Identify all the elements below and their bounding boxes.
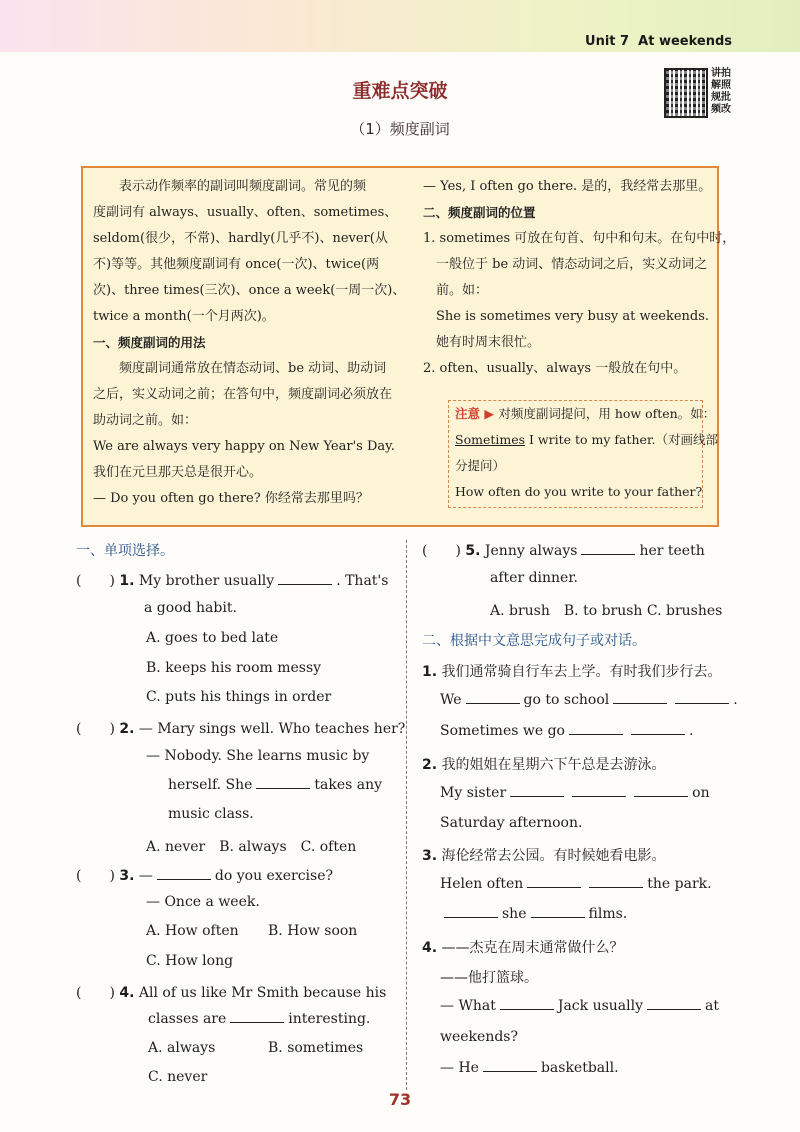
option: B. keeps his room messy (146, 660, 322, 676)
blank[interactable] (569, 723, 623, 735)
blank[interactable] (278, 573, 332, 585)
blank[interactable] (510, 785, 564, 797)
option: C. puts his things in order (146, 689, 332, 705)
blank[interactable] (466, 692, 520, 704)
grammar-box (81, 166, 736, 527)
column-divider (406, 540, 407, 1090)
unit-number: Unit 7 (585, 34, 630, 49)
blank[interactable] (634, 785, 688, 797)
q5-stem: ( ) 5. Jenny always her teeth (422, 543, 705, 559)
subheading-usage: 一、频度副词的用法 (93, 335, 206, 350)
arrow-icon: ▶ (480, 406, 499, 421)
option: C. never (148, 1069, 208, 1085)
qr-label: 讲拍 解照 规批 频改 (711, 68, 731, 115)
option: B. How soon (268, 923, 358, 939)
blank[interactable] (527, 876, 581, 888)
blank[interactable] (500, 998, 554, 1010)
blank[interactable] (483, 1060, 537, 1072)
page-number: 73 (388, 1090, 412, 1109)
answer-bracket[interactable]: ( ) (422, 543, 461, 559)
blank[interactable] (444, 906, 498, 918)
underlined-word: Sometimes (455, 432, 526, 447)
unit-header (585, 34, 732, 49)
answer-bracket[interactable]: ( ) (76, 721, 115, 737)
answer-bracket[interactable]: ( ) (76, 573, 115, 589)
option: C. How long (146, 953, 234, 969)
unit-title: At weekends (638, 34, 732, 49)
note-tag: 注意 (455, 406, 481, 421)
option: A. brush B. to brush C. brushes (490, 603, 723, 619)
note-box: 注意 ▶ 对频度副词提问，用 how often。如： Sometimes I write to my father.（对画线部 分提问） How often do you write to your father? (448, 400, 703, 508)
section-title: 重难点突破 (352, 80, 448, 102)
exercise1-heading: 一、单项选择。 (76, 543, 174, 559)
answer-bracket[interactable]: ( ) (76, 985, 115, 1001)
section-subtitle: （1）频度副词 (350, 120, 450, 138)
blank[interactable] (531, 906, 585, 918)
q3-stem: ( ) 3. — do you exercise? (76, 868, 334, 884)
subheading-position: 二、频度副词的位置 (423, 205, 536, 220)
grammar-right-column: — Yes, I often go there. 是的，我经常去那里。 二、频度副词的位置 1. sometimes 可放在句首、句中和句末。在句中时， 一般位于 be 动词、情态动词之后，实义动词之 前。如： She is sometimes very busy at weekends. 她有时周末很忙。 2. often、usually、always 一般放在句中。 (423, 179, 736, 376)
blank[interactable] (256, 777, 310, 789)
blank[interactable] (675, 692, 729, 704)
blank[interactable] (581, 543, 635, 555)
option: A. How often (146, 923, 239, 939)
option: A. never B. always C. often (146, 839, 357, 855)
blank[interactable] (647, 998, 701, 1010)
q1-stem: ( ) 1. My brother usually . That's (76, 573, 389, 589)
answer-bracket[interactable]: ( ) (76, 868, 115, 884)
blank[interactable] (157, 868, 211, 880)
grammar-left-column: 表示动作频率的副词叫频度副词。常见的频 度副词有 always、usually、often、sometimes、 seldom(很少，不常)、hardly(几乎不)、never(从 不)等等。其他频度副词有 once(一次)、twice(两 次)、three times(三次)、once a week(一周一次)、 twice a month(一个月两次)。 一、频度副词的用法 频度副词通常放在情态动词、be 动词、助动词 之后，实义动词之前；在答句中，频度副词必须放在 助动词之前。如： We are always very happy on New Year's Day. 我们在元旦那天总是很开心。 — Do you often go there? 你经常去那里吗？ (93, 179, 406, 506)
blank[interactable] (572, 785, 626, 797)
option: A. goes to bed late (146, 630, 279, 646)
exercise2-heading: 二、根据中文意思完成句子或对话。 (422, 633, 646, 649)
blank[interactable] (613, 692, 667, 704)
q2-stem: ( ) 2. — Mary sings well. Who teaches her? (76, 721, 406, 737)
blank[interactable] (589, 876, 643, 888)
blank[interactable] (631, 723, 685, 735)
option: A. always (148, 1040, 216, 1056)
blank[interactable] (230, 1011, 284, 1023)
option: B. sometimes (268, 1040, 364, 1056)
q4-stem: ( ) 4. All of us like Mr Smith because his (76, 985, 387, 1001)
